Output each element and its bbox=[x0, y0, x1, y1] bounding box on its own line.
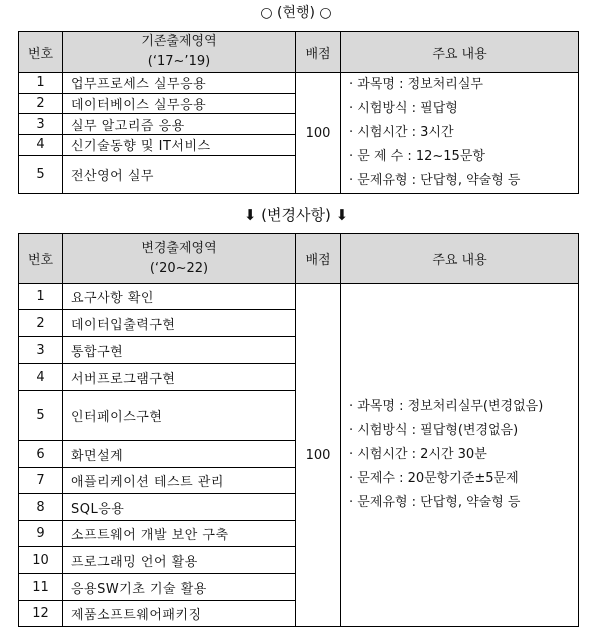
current-heading: ○ (현행) ○ bbox=[260, 5, 332, 21]
info-cell bbox=[341, 284, 579, 627]
row-subject: 업무프로세스 실무응용 bbox=[63, 73, 296, 94]
row-num: 5 bbox=[19, 155, 63, 193]
header-area: 변경출제영역 (‘20~22) bbox=[63, 234, 296, 284]
info-line: · 과목명 : 정보처리실무(변경없음) bbox=[349, 399, 544, 414]
row-subject: 프로그래밍 언어 활용 bbox=[63, 547, 296, 574]
info-line: · 문제수 : 20문항기준±5문제 bbox=[349, 471, 519, 486]
info-cell bbox=[341, 73, 579, 194]
row-subject: 요구사항 확인 bbox=[63, 284, 296, 310]
row-subject: 애플리케이션 테스트 관리 bbox=[63, 468, 296, 494]
header-score: 배점 bbox=[296, 234, 341, 284]
row-num: 4 bbox=[19, 135, 63, 156]
info-line: · 문제유형 : 단답형, 약술형 등 bbox=[349, 495, 521, 510]
current-exam-table bbox=[18, 31, 579, 194]
header-score: 배점 bbox=[296, 32, 341, 73]
row-num: 2 bbox=[19, 310, 63, 337]
header-content: 주요 내용 bbox=[341, 32, 579, 73]
changes-heading: ⬇ (변경사항) ⬇ bbox=[243, 206, 349, 224]
score-cell: 100 bbox=[296, 284, 341, 627]
info-line: · 과목명 : 정보처리실무 bbox=[349, 77, 483, 92]
row-subject: SQL응용 bbox=[63, 494, 296, 521]
row-subject: 신기술동향 및 IT서비스 bbox=[63, 135, 296, 156]
score-cell: 100 bbox=[296, 73, 341, 194]
info-line: · 문제유형 : 단답형, 약술형 등 bbox=[349, 173, 521, 188]
row-subject: 소프트웨어 개발 보안 구축 bbox=[63, 521, 296, 547]
row-num: 12 bbox=[19, 601, 63, 627]
table-row bbox=[19, 284, 579, 310]
row-subject: 인터페이스구현 bbox=[63, 391, 296, 441]
row-num: 6 bbox=[19, 441, 63, 468]
changes-exam-table bbox=[18, 233, 579, 627]
row-num: 5 bbox=[19, 391, 63, 441]
info-line: · 시험방식 : 필답형 bbox=[349, 101, 458, 116]
header-content: 주요 내용 bbox=[341, 234, 579, 284]
row-num: 3 bbox=[19, 337, 63, 364]
row-num: 8 bbox=[19, 494, 63, 521]
row-subject: 화면설계 bbox=[63, 441, 296, 468]
row-subject: 응용SW기초 기술 활용 bbox=[63, 574, 296, 601]
info-line: · 문 제 수 : 12~15문항 bbox=[349, 149, 485, 164]
row-num: 2 bbox=[19, 93, 63, 114]
row-subject: 데이터베이스 실무응용 bbox=[63, 93, 296, 114]
info-line: · 시험시간 : 2시간 30분 bbox=[349, 447, 487, 462]
row-num: 9 bbox=[19, 521, 63, 547]
table-row bbox=[19, 73, 579, 94]
row-num: 11 bbox=[19, 574, 63, 601]
row-num: 4 bbox=[19, 364, 63, 391]
row-num: 7 bbox=[19, 468, 63, 494]
row-subject: 전산영어 실무 bbox=[63, 155, 296, 193]
info-line: · 시험시간 : 3시간 bbox=[349, 125, 454, 140]
header-num: 번호 bbox=[19, 234, 63, 284]
row-num: 3 bbox=[19, 114, 63, 135]
row-subject: 제품소프트웨어패키징 bbox=[63, 601, 296, 627]
info-line: · 시험방식 : 필답형(변경없음) bbox=[349, 423, 519, 438]
row-subject: 실무 알고리즘 응용 bbox=[63, 114, 296, 135]
header-num: 번호 bbox=[19, 32, 63, 73]
row-subject: 데이터입출력구현 bbox=[63, 310, 296, 337]
header-area: 기존출제영역 (‘17~’19) bbox=[63, 32, 296, 73]
row-num: 1 bbox=[19, 73, 63, 94]
row-subject: 서버프로그램구현 bbox=[63, 364, 296, 391]
row-num: 1 bbox=[19, 284, 63, 310]
row-subject: 통합구현 bbox=[63, 337, 296, 364]
row-num: 10 bbox=[19, 547, 63, 574]
